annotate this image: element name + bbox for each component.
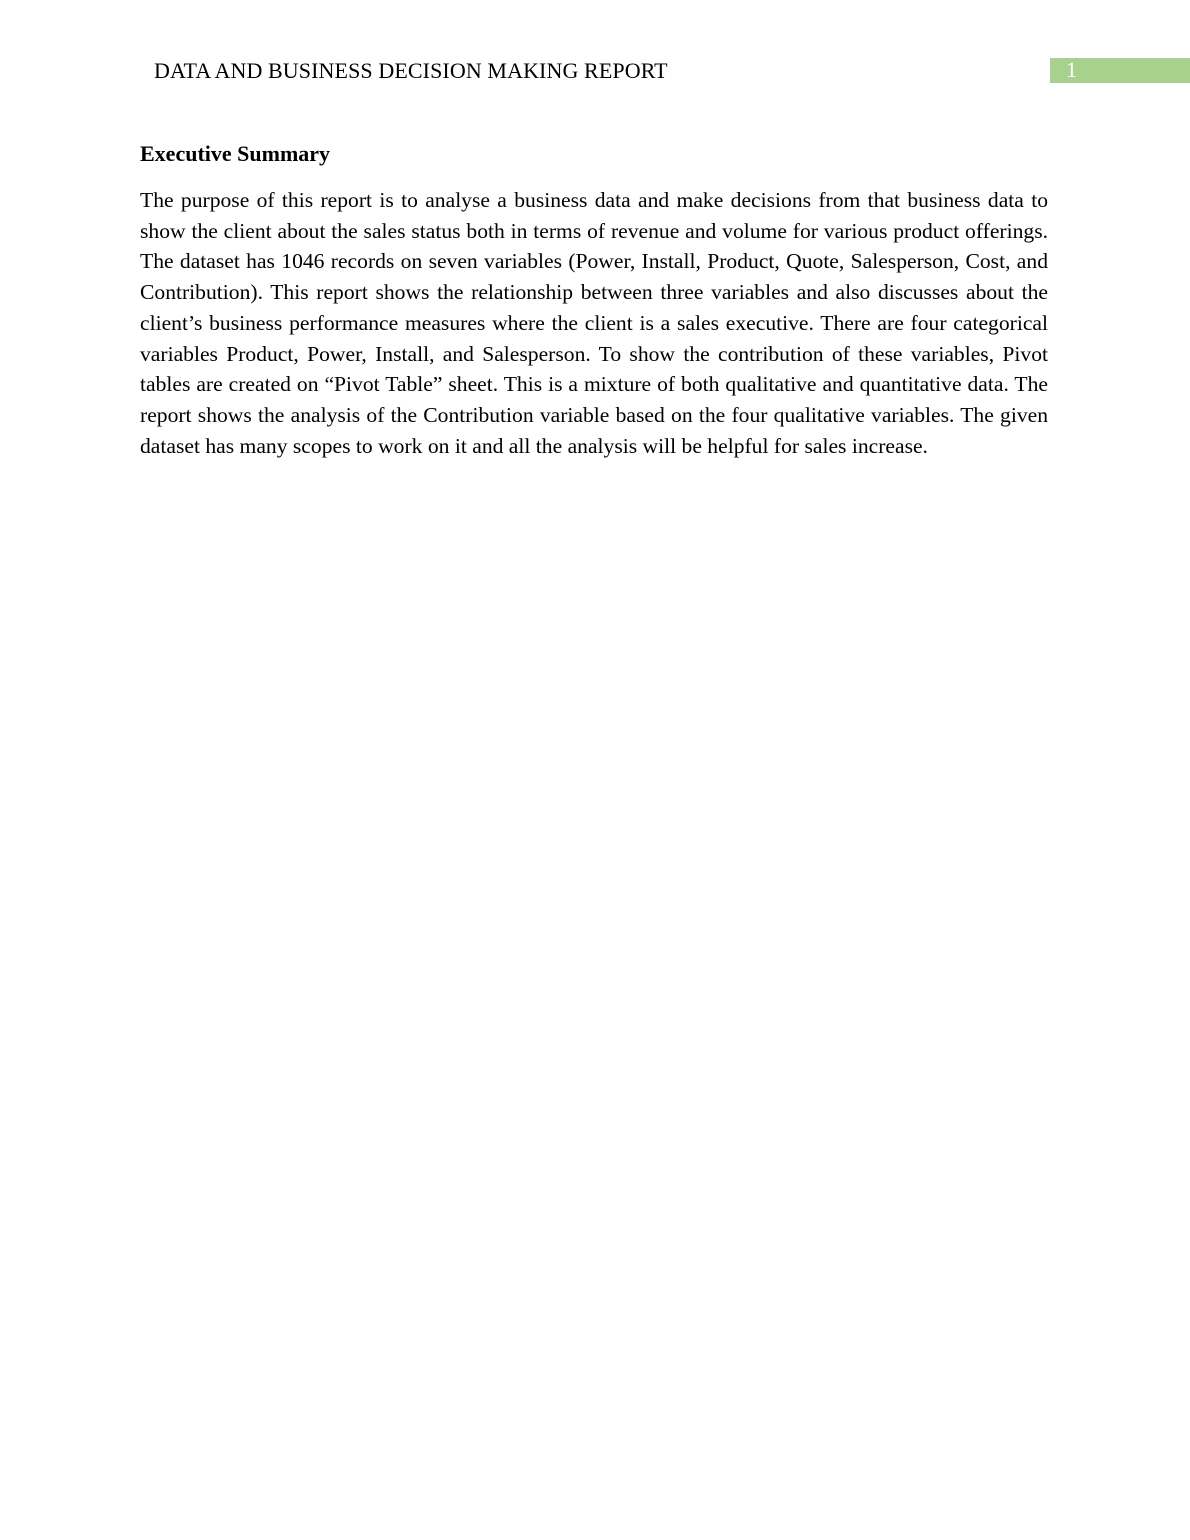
page-number-badge: [1050, 58, 1190, 83]
running-header-title: DATA AND BUSINESS DECISION MAKING REPORT: [154, 58, 668, 83]
section-heading: Executive Summary: [140, 141, 331, 166]
page-number: 1: [1066, 57, 1077, 82]
executive-summary-paragraph: The purpose of this report is to analyse a business data and make decisions from that business data to show the client about the sales status both in terms of revenue and volume for various product offerings. The dataset has 1046 records on seven variables (Power, Install, Product, Quote, Salesperson, Cost, and Contribution). This report shows the relationship between three variables and also discusses about the client’s business performance measures where the client is a sales executive. There are four categorical variables Product, Power, Install, and Salesperson. To show the contribution of these variables, Pivot tables are created on “Pivot Table” sheet. This is a mixture of both qualitative and quantitative data. The report shows the analysis of the Contribution variable based on the four qualitative variables. The given dataset has many scopes to work on it and all the analysis will be helpful for sales increase.: [140, 188, 1048, 458]
